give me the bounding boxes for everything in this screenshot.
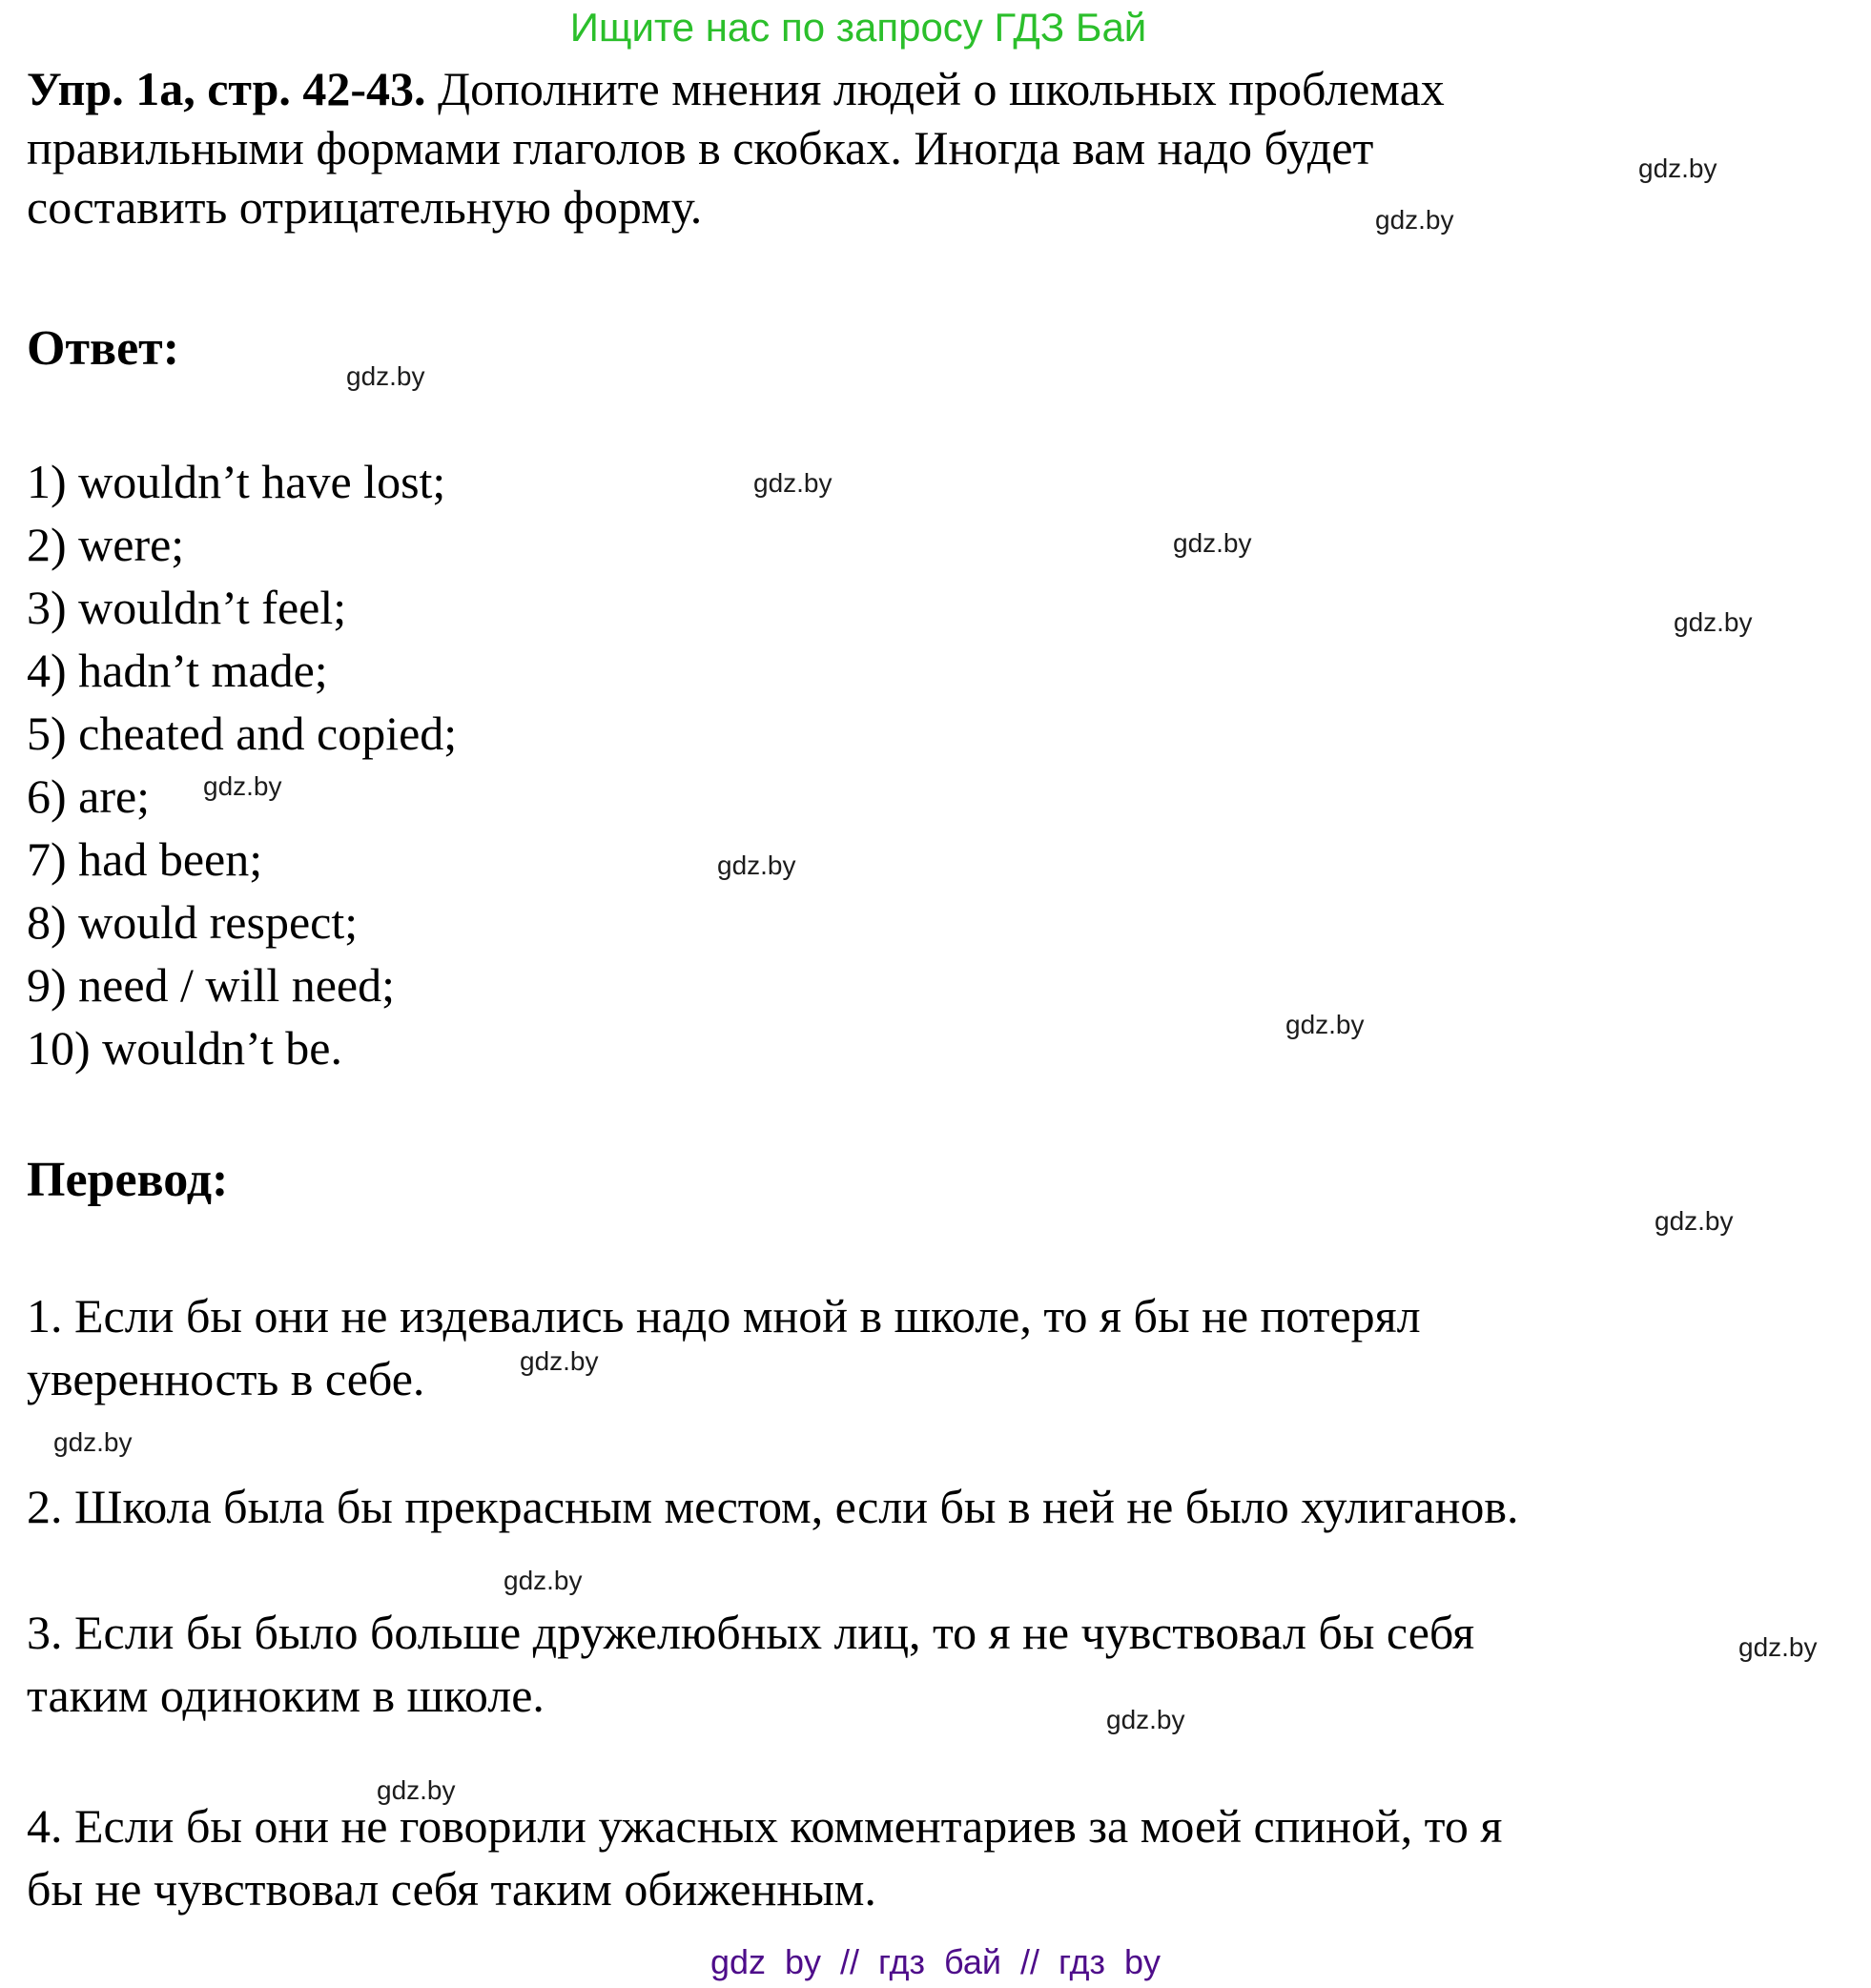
translation-line: 4. Если бы они не говорили ужасных комментариев за моей спиной, то я [27, 1799, 1503, 1853]
answer-item: 8) would respect; [27, 895, 359, 949]
translation-line: 1. Если бы они не издевались надо мной в школе, то я бы не потерял [27, 1289, 1421, 1342]
translation-line: 3. Если бы было больше дружелюбных лиц, то я не чувствовал бы себя [27, 1606, 1475, 1659]
translation-item [27, 1284, 1421, 1410]
task-heading [27, 59, 1445, 236]
task-line-2: правильными формами глаголов в скобках. Иногда вам надо будет [27, 121, 1374, 174]
watermark: gdz.by [504, 1566, 583, 1595]
answer-list [27, 450, 457, 1079]
translation-line: 2. Школа была бы прекрасным местом, если бы в ней не было хулиганов. [27, 1480, 1519, 1533]
translation-line: уверенность в себе. [27, 1352, 425, 1405]
watermark: gdz.by [1655, 1206, 1734, 1236]
answer-item: 5) cheated and copied; [27, 707, 458, 760]
watermark: gdz.by [1106, 1705, 1185, 1734]
translation-line: бы не чувствовал себя таким обиженным. [27, 1862, 876, 1916]
answer-item: 7) had been; [27, 832, 263, 886]
translation-item [27, 1601, 1474, 1727]
translation-item [27, 1794, 1502, 1920]
translation-item [27, 1475, 1518, 1538]
watermark: gdz.by [520, 1346, 599, 1376]
promo-banner: Ищите нас по запросу ГДЗ Бай [569, 5, 1147, 50]
watermark: gdz.by [203, 771, 282, 801]
watermark: gdz.by [753, 468, 833, 498]
answer-item: 1) wouldn’t have lost; [27, 455, 446, 508]
task-line-3: составить отрицательную форму. [27, 180, 703, 234]
translation-section-title: Перевод: [27, 1153, 229, 1207]
watermark: gdz.by [717, 851, 796, 880]
answer-section-title: Ответ: [27, 321, 180, 376]
answer-item: 10) wouldn’t be. [27, 1021, 342, 1075]
answer-item: 9) need / will need; [27, 958, 395, 1012]
footer-branding: gdz by // гдз бай // гдз by [709, 1942, 1162, 1981]
answer-item: 6) are; [27, 769, 151, 823]
watermark: gdz.by [1674, 607, 1753, 637]
watermark: gdz.by [1173, 528, 1252, 558]
answer-item: 2) were; [27, 518, 185, 571]
watermark: gdz.by [53, 1427, 133, 1457]
watermark: gdz.by [377, 1775, 456, 1805]
watermark: gdz.by [346, 361, 425, 391]
answer-item: 3) wouldn’t feel; [27, 581, 347, 634]
watermark: gdz.by [1375, 205, 1454, 235]
watermark: gdz.by [1738, 1632, 1818, 1662]
task-line-1-text: Дополните мнения людей о школьных проблемах [425, 62, 1445, 115]
exercise-number: Упр. 1а, стр. 42-43. [27, 62, 426, 115]
answer-item: 4) hadn’t made; [27, 644, 328, 697]
task-line-1 [27, 59, 1445, 118]
translation-line: таким одиноким в школе. [27, 1669, 545, 1722]
watermark: gdz.by [1285, 1010, 1365, 1039]
watermark: gdz.by [1638, 154, 1717, 183]
